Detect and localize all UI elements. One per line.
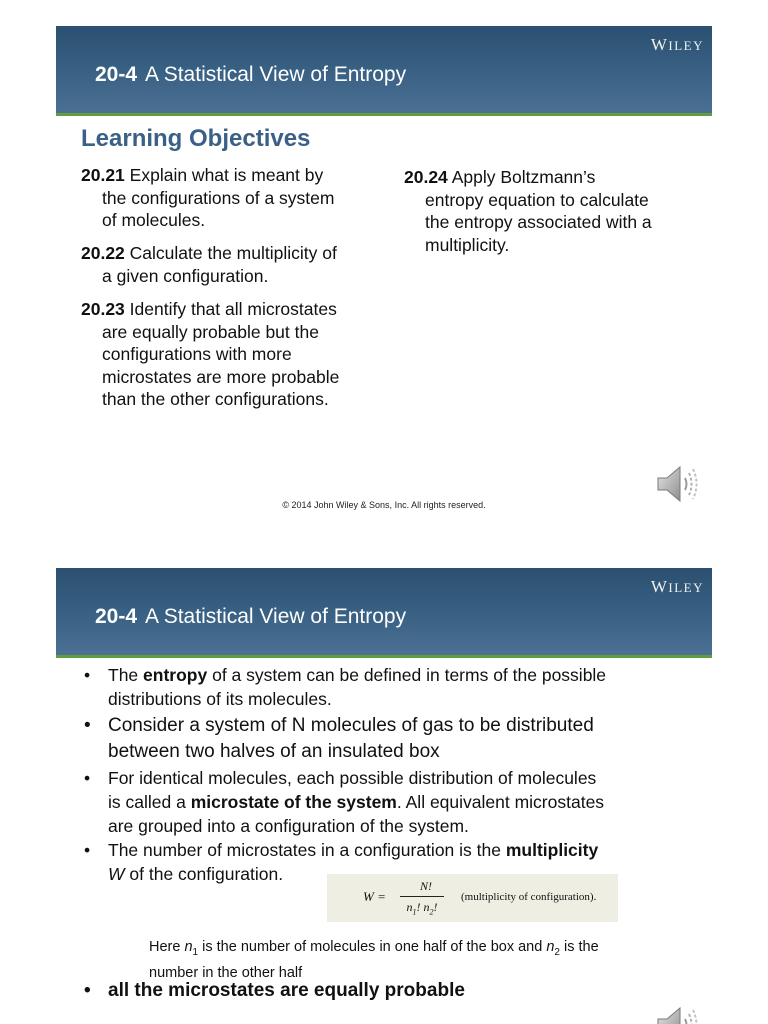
objective-number: 20.23 — [81, 299, 125, 319]
bullet-text: The number of microstates in a configuration is the — [108, 840, 506, 860]
bullet-text: is called a — [108, 792, 191, 812]
bullet-microstate — [84, 766, 704, 838]
objective-20-22 — [81, 242, 337, 287]
objective-text: are equally probable but the — [102, 321, 319, 342]
section-number: 20-4 — [95, 63, 138, 86]
formula-lhs: W = — [363, 889, 386, 904]
bullet-text: all the microstates are equally probable — [108, 980, 465, 1001]
bullet-marker: • — [84, 840, 91, 860]
objective-text: a given configuration. — [102, 265, 269, 286]
multiplicity-formula — [327, 874, 618, 922]
multiplicity-symbol: W — [108, 864, 125, 884]
header-rule — [56, 655, 712, 658]
bullet-text: are grouped into a configuration of the system. — [108, 816, 469, 836]
objective-20-23 — [81, 298, 339, 411]
bullet-emphasis: microstate of the system — [190, 792, 397, 812]
objective-number: 20.24 — [404, 167, 448, 187]
objective-text: entropy equation to calculate — [425, 189, 649, 210]
objective-text: than the other configurations. — [102, 389, 329, 409]
slide-header — [56, 568, 712, 658]
objective-number: 20.21 — [81, 165, 125, 185]
objective-text: multiplicity. — [425, 234, 510, 255]
bullet-text: between two halves of an insulated box — [108, 741, 440, 762]
objective-text: Apply Boltzmann’s — [451, 167, 596, 187]
objective-20-21 — [81, 164, 334, 232]
bullet-entropy-definition — [84, 663, 704, 711]
objective-text: Explain what is meant by — [129, 165, 324, 185]
objective-20-24 — [404, 166, 652, 256]
slide-title — [95, 605, 406, 629]
bullet-marker: • — [84, 980, 91, 1001]
bullet-system-of-molecules — [84, 713, 704, 765]
formula-numerator: N! — [420, 879, 432, 893]
objective-text: the entropy associated with a — [425, 212, 652, 232]
bullet-text: Consider a system of N molecules of gas to be distributed — [108, 715, 594, 736]
learning-objectives-heading: Learning Objectives — [81, 125, 311, 152]
section-number: 20-4 — [95, 605, 138, 628]
formula-denominator: $n_1$! $n_2$! — [406, 900, 438, 917]
bullet-text: For identical molecules, each possible distribution of molecules — [108, 768, 597, 788]
speaker-icon[interactable] — [656, 1005, 702, 1024]
header-rule — [56, 113, 712, 116]
objective-number: 20.22 — [81, 243, 125, 263]
objective-text: Calculate the multiplicity of — [129, 243, 337, 263]
slide-title — [95, 63, 406, 87]
bullet-equally-probable — [84, 979, 704, 1003]
bullet-text: of a system can be defined in terms of the possible — [207, 665, 607, 685]
formula-caption: (multiplicity of configuration). — [461, 891, 597, 903]
bullet-marker: • — [84, 665, 91, 685]
section-title: A Statistical View of Entropy — [145, 63, 407, 86]
bullet-text: . All equivalent microstates — [396, 792, 605, 812]
publisher-logo: WILEY — [650, 35, 704, 54]
bullet-text: The — [108, 665, 144, 685]
slide-statistical-entropy — [0, 543, 768, 1024]
bullet-emphasis: entropy — [143, 665, 208, 685]
bullet-marker: • — [84, 768, 91, 788]
objective-text: of molecules. — [102, 210, 206, 230]
copyright-notice: © 2014 John Wiley & Sons, Inc. All rights reserved. — [282, 500, 486, 510]
section-title: A Statistical View of Entropy — [145, 605, 407, 628]
objective-text: the configurations of a system — [102, 187, 335, 208]
objective-text: Identify that all microstates — [129, 299, 337, 319]
slide-header — [56, 26, 712, 116]
objective-text: microstates are more probable — [102, 366, 340, 387]
bullet-emphasis: multiplicity — [505, 840, 599, 860]
publisher-logo: WILEY — [650, 577, 704, 596]
bullet-list — [84, 663, 704, 886]
bullet-text: distributions of its molecules. — [108, 689, 332, 709]
formula-note: Here $n_1$ is the number of molecules in one half of the box and $n_2$ is the number in the other half — [149, 939, 599, 981]
objective-text: configurations with more — [102, 344, 292, 364]
fraction-bar — [400, 896, 444, 897]
bullet-marker: • — [84, 715, 91, 736]
bullet-text: of the configuration. — [124, 864, 284, 884]
